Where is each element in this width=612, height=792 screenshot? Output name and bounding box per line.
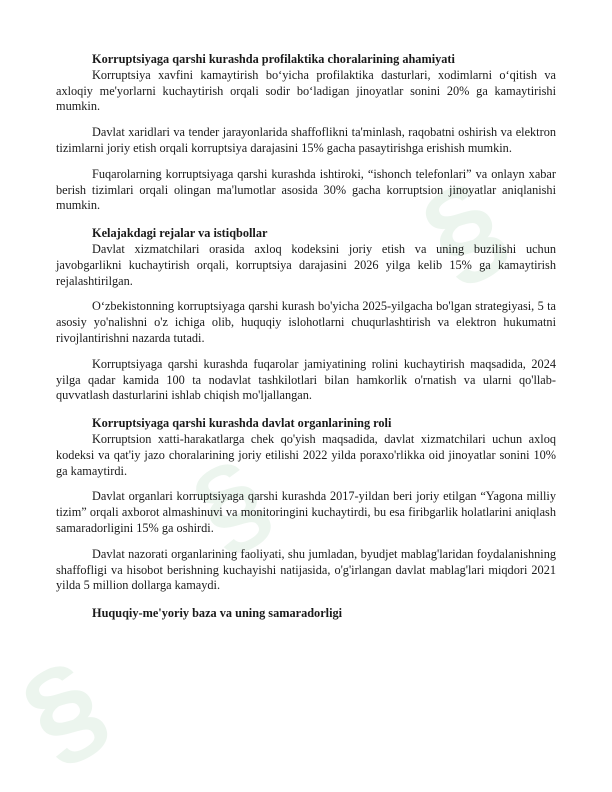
watermark-logo: §: [400, 154, 526, 304]
paragraph: Davlat organlari korruptsiyaga qarshi kurashda 2017-yildan beri joriy etilgan “Yagona milliy tizim” orqali axborot almashinuvi va monitoringini kuchaytirdi, bu esa firibgarlik holatlarini aniqlash samaradorligini 15% ga oshirdi.: [56, 489, 556, 535]
paragraph: Korruptsiya xavfini kamaytirish bo‘yicha profilaktika dasturlari, xodimlarni o‘qitish va axloqiy me'yorlarni kuchaytirish orqali sodir bo‘ladigan jinoyatlar sonini 20% ga kamaytirishi mumkin.: [56, 67, 556, 114]
paragraph: Davlat xaridlari va tender jarayonlarida shaffoflikni ta'minlash, raqobatni oshirish va elektron tizimlarni joriy etish orqali korruptsiya darajasini 15% gacha pasaytirishga erishish mumkin.: [56, 125, 556, 155]
section-heading: Korruptsiyaga qarshi kurashda profilaktika choralarining ahamiyati: [92, 52, 455, 66]
section-huquqiy-baza: [56, 606, 556, 622]
section-profilaktika: [56, 52, 556, 214]
paragraph: Davlat nazorati organlarining faoliyati, shu jumladan, byudjet mablag'laridan foydalanishning shaffofligi va hisobot berishning kuchayishi natijasida, o'g'irlangan davlat mablag'lari miqdori 2021 yilda 5 million dollarga kamaydi.: [56, 546, 556, 593]
watermark-logo: §: [173, 434, 288, 573]
section-davlat-organlari: [56, 416, 556, 594]
paragraph: Fuqarolarning korruptsiyaga qarshi kurashda ishtiroki, “ishonch telefonlari” va onlayn xabar berish tizimlari orqali olingan ma'lumotlar asosida 30% gacha korruptsion jinoyatlar aniqlanishi mumkin.: [56, 166, 556, 213]
document-body: [56, 52, 556, 622]
watermark-logo: §: [0, 634, 126, 784]
paragraph: Korruptsiyaga qarshi kurashda fuqarolar jamiyatining rolini kuchaytirish maqsadida, 2024 yilga qadar kamida 100 ta nodavlat tashkilotlari bilan hamkorlik o'rnatish va ularni qo'llab-quvvatlash dasturlarini ishlab chiqish mo'ljallangan.: [56, 356, 556, 403]
section-heading: Kelajakdagi rejalar va istiqbollar: [92, 226, 268, 241]
paragraph: Korruptsion xatti-harakatlarga chek qo'yish maqsadida, davlat xizmatchilari uchun axloq kodeksi va qat'iy jazo choralarining joriy etilishi 2022 yilda poraxo'rlikka oid jinoyatlar sonini 10% ga kamaytirdi.: [56, 431, 556, 478]
paragraph: Davlat xizmatchilari orasida axloq kodeksini joriy etish va uning buzilishi uchun javobgarlikni kuchaytirish orqali, korruptsiya darajasini 2026 yilga kelib 15% ga kamaytirish rejalashtirilgan.: [56, 241, 556, 288]
section-heading: Korruptsiyaga qarshi kurashda davlat organlarining roli: [92, 416, 392, 431]
section-heading: Huquqiy-me'yoriy baza va uning samaradorligi: [92, 606, 343, 621]
paragraph: O‘zbekistonning korruptsiyaga qarshi kurash bo'yicha 2025-yilgacha bo'lgan strategiyasi, 5 ta asosiy yo'nalishni o'z ichiga olib, huquqiy islohotlarni chuqurlashtirish va elektron hukumatni rivojlantirishni nazarda tutadi.: [56, 299, 556, 345]
section-rejalar: [56, 226, 556, 404]
